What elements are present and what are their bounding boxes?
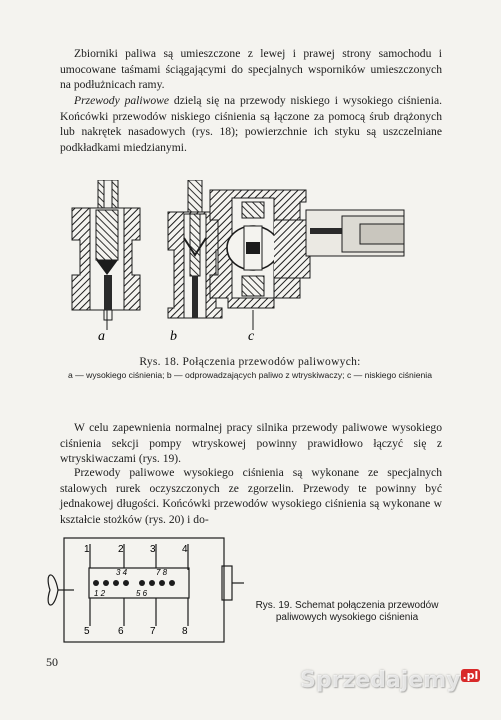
cylinder-number: 6 [118,626,124,637]
watermark-logo [300,668,490,708]
cylinder-number: 4 [182,544,188,555]
label-c: c [248,329,255,344]
pump-section-number: 7 8 [156,568,168,577]
label-b: b [170,329,177,344]
cylinder-number: 2 [118,544,124,555]
figure-19-caption: Rys. 19. Schemat połączenia przewodów paliwowych wysokiego ciśnienia [255,600,439,623]
figure-18-fuel-line-connections [60,180,440,350]
figure-19-connection-schematic [44,530,244,650]
italic-term: Przewody paliwowe [74,94,170,107]
cylinder-number: 1 [84,544,90,555]
fitting-c-drawing [210,190,404,330]
paragraph-connection: W celu zapewnienia normalnej pracy silnika przewody paliwowe wysokiego ciśnienia sekcji pompy wtryskowej powinny prawidłowo łączyć się z wtryskiwaczami (rys. 19). [60,421,442,466]
paragraph-fuel-tanks: Zbiorniki paliwa są umieszczone z lewej i prawej strony samochodu i umocowane taśmami ściągającymi do specjalnych wsporników umieszczonych na podłużnicach ramy. [60,47,442,92]
figure-18-caption-body: a — wysokiego ciśnienia; b — odprowadzających paliwo z wtryskiwaczy; c — niskiego ciśnienia [68,370,432,380]
paragraph-text: dzielą się na przewody niskiego i wysokiego ciśnienia. Końcówki przewodów niskiego ciśnienia są łączone za pomocą śrub drążonych lub nakrętek nasadowych (rys. 18); powierzchnie ich styku są uszczelniane podkładkami miedzianymi. [60,94,442,154]
watermark-suffix: .pl [462,668,479,682]
paragraph-high-pressure: Przewody paliwowe wysokiego ciśnienia są wykonane ze specjalnych stalowych rurek oczyszczonych ze zgorzelin. Przewody te powinny być jednakowej długości. Końcówki przewodów wysokiego ciśnienia są wykonane w kształcie stożków (rys. 20) i do- [60,466,442,526]
page-number: 50 [46,655,58,669]
pump-section-number: 3 4 [116,568,128,577]
pump-section-number: 5 6 [136,589,148,598]
cylinder-number: 5 [84,626,90,637]
label-a: a [98,329,105,344]
paragraph-fuel-lines [60,93,442,155]
cylinder-number: 3 [150,544,156,555]
cylinder-number: 7 [150,626,156,637]
fitting-a-drawing [72,180,140,330]
cylinder-number: 8 [182,626,188,637]
figure-18-caption-title: Rys. 18. Połączenia przewodów paliwowych: [139,356,361,368]
watermark-text: Sprzedajemy [300,668,461,693]
pump-section-number: 1 2 [94,589,106,598]
fan-icon [48,575,58,605]
